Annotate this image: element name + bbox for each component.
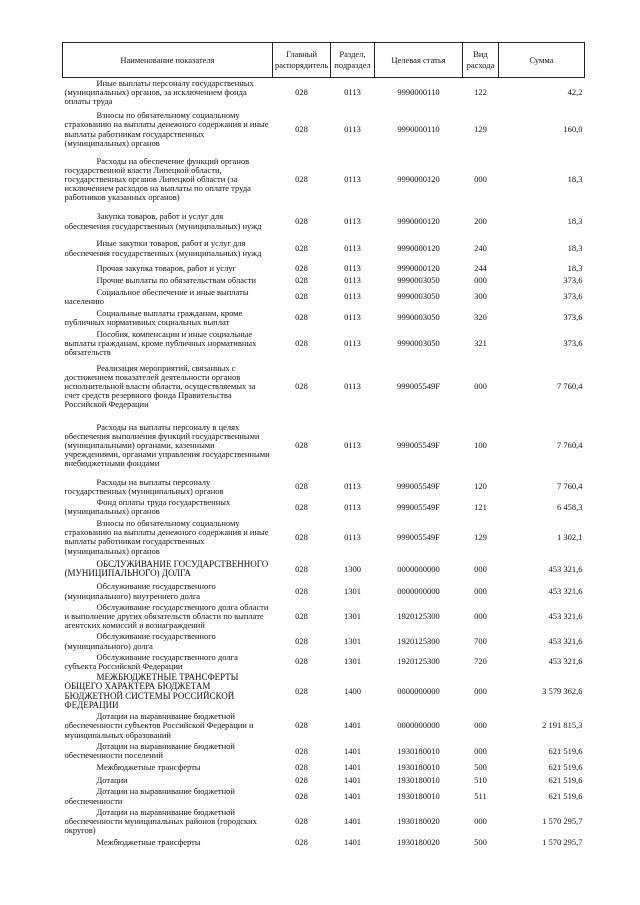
row-vid-rashoda: 700 <box>474 636 487 647</box>
row-razdel: 1301 <box>344 656 361 667</box>
row-vid-rashoda: 000 <box>474 611 487 622</box>
row-celevaya-statya: 999005549F <box>397 381 440 392</box>
row-glavny-rasporyaditel: 028 <box>295 745 308 756</box>
row-name-text: Прочая закупка товаров, работ и услуг <box>96 262 237 273</box>
row-name <box>63 108 273 152</box>
row-vid-rashoda: 000 <box>474 720 487 731</box>
row-vid-rashoda: 121 <box>474 501 487 512</box>
row-vid-rashoda: 500 <box>474 762 487 773</box>
row-glavny-rasporyaditel: 028 <box>295 440 308 451</box>
row-vid-rashoda: 320 <box>474 312 487 323</box>
row-vid-rashoda: 720 <box>474 656 487 667</box>
table-row <box>63 602 585 632</box>
row-glavny-rasporyaditel: 028 <box>295 262 308 273</box>
table-row <box>63 208 585 236</box>
row-name-text: Реализация мероприятий, связанных с достижением показателей деятельности органов исполнительной власти области, осуществляемых за счет средств резервного фонда Правительства Российской Федерации <box>64 362 256 410</box>
row-vid-rashoda: 000 <box>474 563 487 574</box>
row-vid-rashoda: 000 <box>474 686 487 697</box>
row-name-text: Межбюджетные трансферты <box>96 762 201 773</box>
row-glavny-rasporyaditel: 028 <box>295 656 308 667</box>
row-name <box>63 477 273 497</box>
row-celevaya-statya: 9990003050 <box>397 275 440 285</box>
row-celevaya-statya: 1930180010 <box>397 762 440 773</box>
row-glavny-rasporyaditel: 028 <box>295 686 308 697</box>
row-razdel: 1401 <box>344 774 361 785</box>
row-name <box>63 557 273 581</box>
row-celevaya-statya: 999005549F <box>397 501 440 512</box>
table-row <box>63 262 585 275</box>
row-name-text: Взносы по обязательному социальному страхованию на выплаты денежного содержания и иные выплаты работникам государственных (муниципальных) органов <box>64 518 269 556</box>
row-summa: 1 570 295,7 <box>542 816 583 827</box>
row-glavny-rasporyaditel: 028 <box>295 275 308 285</box>
row-celevaya-statya: 1920125300 <box>397 656 440 667</box>
row-glavny-rasporyaditel: 028 <box>295 481 308 492</box>
row-razdel: 0113 <box>344 275 361 285</box>
row-name-text: Дотации на выравнивание бюджетной обеспеченности поселений <box>64 741 235 761</box>
row-glavny-rasporyaditel: 028 <box>295 836 308 847</box>
row-name-text: Дотации на выравнивание бюджетной обеспеченности <box>64 786 235 806</box>
row-name-text: Обслуживание государственного (муниципального) внутреннего долга <box>64 581 216 601</box>
table-row <box>63 631 585 651</box>
row-razdel: 0113 <box>344 87 361 98</box>
row-summa: 42,2 <box>567 87 583 98</box>
row-name-text: Расходы на обеспечение функций органов государственной власти Липецкой области, государственных органов Липецкой области (за исключением расходов на выплаты по оплате труда работников указанных органов) <box>64 155 251 203</box>
row-glavny-rasporyaditel: 028 <box>295 531 308 542</box>
row-summa: 453 321,6 <box>548 611 583 622</box>
table-row <box>63 517 585 557</box>
row-name-text: Социальные выплаты гражданам, кроме публичных нормативных социальных выплат <box>64 307 243 328</box>
row-razdel: 0113 <box>344 531 361 542</box>
row-summa: 453 321,6 <box>548 586 583 597</box>
row-name-text: Обслуживание государственного долга субъекта Российской Федерации <box>64 651 238 672</box>
row-name <box>63 152 273 208</box>
table-row <box>63 837 585 849</box>
row-glavny-rasporyaditel: 028 <box>295 791 308 802</box>
row-vid-rashoda: 321 <box>474 338 487 349</box>
row-celevaya-statya: 999005549F <box>397 531 440 542</box>
row-razdel: 1301 <box>344 636 361 647</box>
row-celevaya-statya: 999005549F <box>397 440 440 451</box>
table-row <box>63 652 585 672</box>
row-glavny-rasporyaditel: 028 <box>295 124 308 134</box>
row-glavny-rasporyaditel: 028 <box>295 243 308 253</box>
row-name <box>63 807 273 837</box>
table-row <box>63 807 585 837</box>
row-celevaya-statya: 1930180020 <box>397 836 440 847</box>
row-name <box>63 497 273 517</box>
row-vid-rashoda: 129 <box>474 531 487 542</box>
row-summa: 6 458,3 <box>557 501 583 512</box>
row-glavny-rasporyaditel: 028 <box>295 87 308 98</box>
row-celevaya-statya: 1930180020 <box>397 816 440 827</box>
row-summa: 621 519,6 <box>548 762 583 773</box>
row-name <box>63 711 273 741</box>
row-razdel: 1301 <box>344 586 361 597</box>
table-row <box>63 236 585 262</box>
row-name-text: ОБСЛУЖИВАНИЕ ГОСУДАРСТВЕННОГО (МУНИЦИПАЛЬНОГО) ДОЛГА <box>64 559 269 579</box>
row-razdel: 0113 <box>344 243 361 253</box>
row-vid-rashoda: 100 <box>474 440 487 451</box>
row-razdel: 1401 <box>344 762 361 773</box>
table-header-row <box>63 43 585 78</box>
row-celevaya-statya: 1930180010 <box>397 791 440 802</box>
row-razdel: 1301 <box>344 611 361 622</box>
row-vid-rashoda: 120 <box>474 481 487 492</box>
table-row <box>63 108 585 152</box>
row-celevaya-statya: 9990000120 <box>397 262 440 273</box>
row-name <box>63 774 273 786</box>
row-celevaya-statya: 0000000000 <box>397 563 440 574</box>
row-glavny-rasporyaditel: 028 <box>295 611 308 622</box>
row-glavny-rasporyaditel: 028 <box>295 291 308 302</box>
row-celevaya-statya: 999005549F <box>397 481 440 492</box>
row-name <box>63 837 273 849</box>
row-glavny-rasporyaditel: 028 <box>295 563 308 574</box>
row-celevaya-statya: 9990000120 <box>397 216 440 226</box>
row-name <box>63 652 273 672</box>
row-name-text: Межбюджетные трансферты <box>96 836 201 847</box>
row-glavny-rasporyaditel: 028 <box>295 636 308 647</box>
row-summa: 7 760,4 <box>557 381 583 392</box>
table-row <box>63 477 585 497</box>
table-row <box>63 741 585 761</box>
row-name <box>63 602 273 632</box>
row-razdel: 0113 <box>344 124 361 134</box>
row-name-text: Дотации <box>96 774 128 785</box>
row-name <box>63 78 273 108</box>
table-row <box>63 672 585 711</box>
row-name-text: Закупка товаров, работ и услуг для обеспечения государственных (муниципальных) нужд <box>64 211 262 231</box>
row-razdel: 0113 <box>344 338 361 349</box>
row-celevaya-statya: 9990003050 <box>397 291 440 302</box>
row-vid-rashoda: 000 <box>474 816 487 827</box>
row-celevaya-statya: 1930180010 <box>397 745 440 756</box>
row-name-text: Иные выплаты персоналу государственных (муниципальных) органов, за исключением фонда оплаты труда <box>64 78 254 107</box>
row-razdel: 0113 <box>344 174 361 184</box>
row-name <box>63 359 273 415</box>
header-glavny-rasporyaditel: Главный распорядитель <box>273 43 331 78</box>
row-vid-rashoda: 240 <box>474 243 487 253</box>
row-summa: 18,3 <box>567 216 583 226</box>
row-razdel: 1401 <box>344 720 361 731</box>
row-razdel: 0113 <box>344 440 361 451</box>
table-row <box>63 761 585 774</box>
row-summa: 18,3 <box>567 262 583 273</box>
row-glavny-rasporyaditel: 028 <box>295 381 308 392</box>
table-row <box>63 359 585 415</box>
table-row <box>63 152 585 208</box>
table-row <box>63 329 585 359</box>
row-razdel: 0113 <box>344 216 361 226</box>
row-razdel: 0113 <box>344 501 361 512</box>
row-summa: 453 321,6 <box>548 636 583 647</box>
row-glavny-rasporyaditel: 028 <box>295 816 308 827</box>
table-body <box>63 78 585 849</box>
row-vid-rashoda: 200 <box>474 216 487 226</box>
row-celevaya-statya: 0000000000 <box>397 686 440 697</box>
row-summa: 453 321,6 <box>548 656 583 667</box>
row-name <box>63 672 273 711</box>
row-name-text: Социальное обеспечение и иные выплаты населению <box>64 286 249 306</box>
table-row <box>63 287 585 307</box>
row-summa: 2 191 815,3 <box>542 720 583 731</box>
header-name: Наименование показателя <box>63 43 273 78</box>
row-celevaya-statya: 9990000110 <box>397 124 440 134</box>
row-name-text: Пособия, компенсации и иные социальные выплаты гражданам, кроме публичных нормативных обязательств <box>64 329 257 358</box>
row-glavny-rasporyaditel: 028 <box>295 216 308 226</box>
row-summa: 1 570 295,7 <box>542 836 583 847</box>
header-celevaya-statya: Целевая статья <box>375 43 463 78</box>
table-row <box>63 497 585 517</box>
row-summa: 621 519,6 <box>548 791 583 802</box>
row-razdel: 0113 <box>344 381 361 392</box>
row-summa: 7 760,4 <box>557 481 583 492</box>
row-glavny-rasporyaditel: 028 <box>295 501 308 512</box>
table-row <box>63 275 585 287</box>
row-razdel: 1401 <box>344 791 361 802</box>
row-summa: 621 519,6 <box>548 774 583 785</box>
row-celevaya-statya: 9990000120 <box>397 243 440 253</box>
row-name-text: Расходы на выплаты персоналу государственных (муниципальных) органов <box>64 476 224 496</box>
budget-table <box>62 42 585 849</box>
row-summa: 18,3 <box>567 174 583 184</box>
table-row <box>63 774 585 786</box>
row-vid-rashoda: 510 <box>474 774 487 785</box>
row-name-text: Дотации на выравнивание бюджетной обеспеченности субъектов Российской Федерации и муниципальных образований <box>64 711 254 740</box>
row-name-text: Дотации на выравнивание бюджетной обеспеченности муниципальных районов (городских округов) <box>64 806 257 836</box>
row-razdel: 0113 <box>344 291 361 302</box>
row-celevaya-statya: 9990000120 <box>397 174 440 184</box>
table-row <box>63 786 585 806</box>
row-summa: 373,6 <box>563 291 583 302</box>
row-glavny-rasporyaditel: 028 <box>295 762 308 773</box>
row-razdel: 0113 <box>344 481 361 492</box>
row-name <box>63 415 273 477</box>
row-name-text: Иные закупки товаров, работ и услуг для обеспечения государственных (муниципальных) нужд <box>64 238 262 258</box>
row-glavny-rasporyaditel: 028 <box>295 312 308 323</box>
row-glavny-rasporyaditel: 028 <box>295 586 308 597</box>
row-celevaya-statya: 0000000000 <box>397 720 440 731</box>
row-vid-rashoda: 300 <box>474 291 487 302</box>
row-name-text: Обслуживание государственного (муниципального) долга <box>64 631 216 651</box>
row-celevaya-statya: 1920125300 <box>397 611 440 622</box>
row-name <box>63 262 273 275</box>
table-row <box>63 711 585 741</box>
row-razdel: 0113 <box>344 312 361 323</box>
row-summa: 373,6 <box>563 275 583 285</box>
row-vid-rashoda: 244 <box>474 262 487 273</box>
row-name <box>63 517 273 557</box>
row-name-text: Прочие выплаты по обязательствам области <box>96 275 257 285</box>
row-vid-rashoda: 511 <box>474 791 487 802</box>
row-summa: 160,0 <box>563 124 583 134</box>
row-glavny-rasporyaditel: 028 <box>295 720 308 731</box>
header-summa: Сумма <box>499 43 585 78</box>
header-vid-rashoda: Вид расхода <box>463 43 499 78</box>
row-razdel: 1401 <box>344 836 361 847</box>
table-row <box>63 557 585 581</box>
row-summa: 3 579 362,6 <box>542 686 583 697</box>
row-celevaya-statya: 0000000000 <box>397 586 440 597</box>
row-name-text: МЕЖБЮДЖЕТНЫЕ ТРАНСФЕРТЫ ОБЩЕГО ХАРАКТЕРА БЮДЖЕТАМ БЮДЖЕТНОЙ СИСТЕМЫ РОССИЙСКОЙ ФЕДЕРАЦИИ <box>64 672 239 710</box>
row-vid-rashoda: 000 <box>474 275 487 285</box>
row-name <box>63 581 273 601</box>
row-glavny-rasporyaditel: 028 <box>295 774 308 785</box>
row-summa: 453 321,6 <box>548 563 583 574</box>
row-name <box>63 329 273 359</box>
row-celevaya-statya: 9990003050 <box>397 338 440 349</box>
row-razdel: 1401 <box>344 745 361 756</box>
row-razdel: 0113 <box>344 262 361 273</box>
row-glavny-rasporyaditel: 028 <box>295 174 308 184</box>
row-vid-rashoda: 000 <box>474 174 487 184</box>
row-glavny-rasporyaditel: 028 <box>295 338 308 349</box>
row-name <box>63 275 273 287</box>
row-name-text: Фонд оплаты труда государственных (муниципальных) органов <box>64 497 231 517</box>
row-name <box>63 786 273 806</box>
table-row <box>63 415 585 477</box>
row-celevaya-statya: 9990000110 <box>397 87 440 98</box>
row-vid-rashoda: 000 <box>474 381 487 392</box>
row-name <box>63 236 273 262</box>
row-razdel: 1400 <box>344 686 361 697</box>
row-vid-rashoda: 000 <box>474 745 487 756</box>
row-vid-rashoda: 129 <box>474 124 487 134</box>
table-row <box>63 581 585 601</box>
row-vid-rashoda: 000 <box>474 586 487 597</box>
row-name-text: Обслуживание государственного долга области и выполнение других обязательств области по выплате агентских комиссий и вознаграждений <box>64 601 269 631</box>
row-name <box>63 307 273 329</box>
row-name <box>63 631 273 651</box>
row-celevaya-statya: 1930180010 <box>397 774 440 785</box>
row-summa: 621 519,6 <box>548 745 583 756</box>
row-summa: 373,6 <box>563 312 583 323</box>
table-row <box>63 78 585 108</box>
row-summa: 373,6 <box>563 338 583 349</box>
row-name-text: Расходы на выплаты персоналу в целях обеспечения выполнения функций государственными (муниципальными) органами, казенными учреждениями, органами управления государственными внебюджетными фондами <box>64 421 270 469</box>
row-summa: 18,3 <box>567 243 583 253</box>
row-name-text: Взносы по обязательному социальному страхованию на выплаты денежного содержания и иные выплаты работникам государственных (муниципальных) органов <box>64 110 269 148</box>
header-razdel: Раздел, подраздел <box>331 43 375 78</box>
row-celevaya-statya: 9990003050 <box>397 312 440 323</box>
table-row <box>63 307 585 329</box>
row-name <box>63 761 273 774</box>
row-summa: 1 302,1 <box>557 531 583 542</box>
row-razdel: 1401 <box>344 816 361 827</box>
row-name <box>63 287 273 307</box>
row-razdel: 1300 <box>344 563 361 574</box>
row-name <box>63 741 273 761</box>
row-summa: 7 760,4 <box>557 440 583 451</box>
row-vid-rashoda: 500 <box>474 836 487 847</box>
row-name <box>63 208 273 236</box>
row-celevaya-statya: 1920125300 <box>397 636 440 647</box>
row-vid-rashoda: 122 <box>474 87 487 98</box>
